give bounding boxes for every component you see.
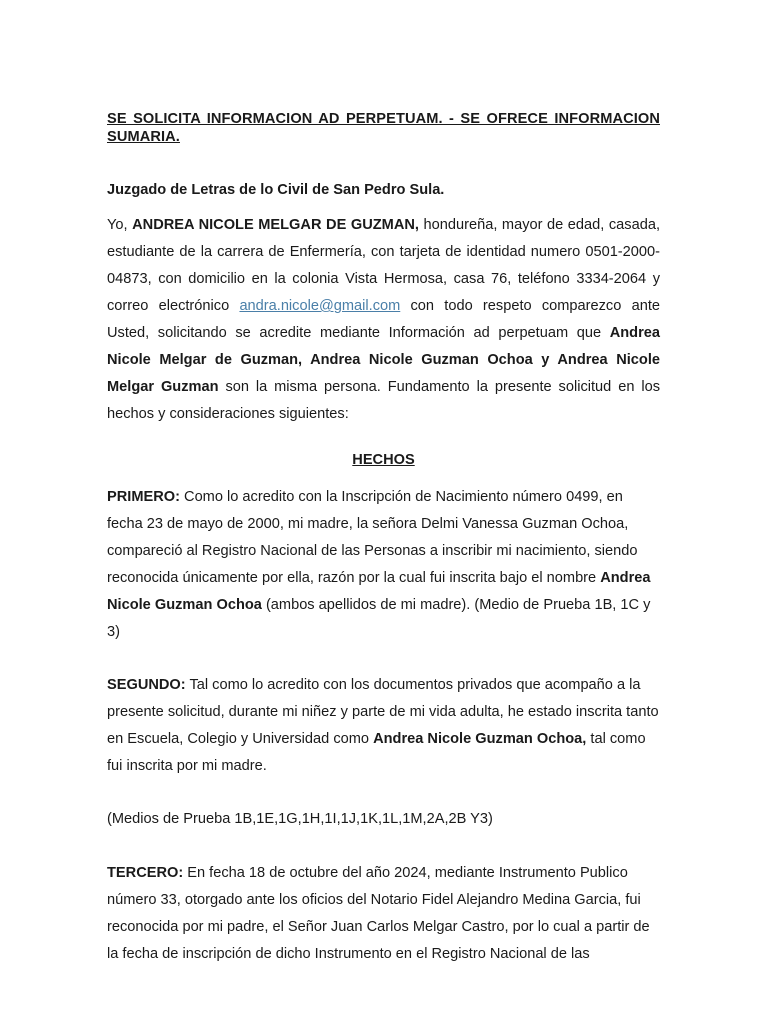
segundo-paragraph	[107, 672, 660, 780]
hechos-heading: HECHOS	[352, 452, 415, 468]
segundo-text-2: tal como fui inscrita por mi madre.	[107, 731, 646, 774]
tercero-text-1: En fecha 18 de octubre del año 2024, mediante Instrumento Publico número 33, otorgado ante los oficios del Notario Fidel Alejandro Medina Garcia, fui reconocida por mi padre, el Señor Juan Carlos Melgar Castro, por lo cual a partir de la fecha de inscripción de dicho Instrumento en el Registro Nacional de las	[107, 865, 650, 962]
petitioner-name: ANDREA NICOLE MELGAR DE GUZMAN,	[132, 217, 419, 233]
segundo-name: Andrea Nicole Guzman Ochoa,	[373, 731, 587, 747]
primero-text-2: (ambos apellidos de mi madre). (Medio de Prueba 1B, 1C y 3)	[107, 597, 651, 640]
primero-label: PRIMERO:	[107, 489, 180, 505]
segundo-label: SEGUNDO:	[107, 677, 186, 693]
primero-text-1: Como lo acredito con la Inscripción de Nacimiento número 0499, en fecha 23 de mayo de 2000, mi madre, la señora Delmi Vanessa Guzman Ochoa, compareció al Registro Nacional de las Personas a inscribir mi nacimiento, siendo reconocida únicamente por ella, razón por la cual fui inscrita bajo el nombre	[107, 489, 638, 586]
document-title: SE SOLICITA INFORMACION AD PERPETUAM. - SE OFRECE INFORMACION SUMARIA.	[107, 111, 660, 145]
email-link[interactable]: andra.nicole@gmail.com	[239, 298, 401, 314]
primero-paragraph	[107, 484, 660, 646]
names-list: Andrea Nicole Melgar de Guzman, Andrea Nicole Guzman Ochoa y Andrea Nicole Melgar Guzman	[107, 325, 660, 395]
intro-text-3: con todo respeto comparezco ante Usted, solicitando se acredite mediante Información ad perpetuam que	[107, 298, 660, 341]
intro-text-4: son la misma persona. Fundamento la presente solicitud en los hechos y consideraciones siguientes:	[107, 379, 660, 422]
court-name: Juzgado de Letras de lo Civil de San Pedro Sula.	[107, 182, 445, 198]
segundo-text-1: Tal como lo acredito con los documentos privados que acompaño a la presente solicitud, durante mi niñez y parte de mi vida adulta, he estado inscrita tanto en Escuela, Colegio y Universidad como	[107, 677, 659, 747]
intro-text-1: Yo,	[107, 217, 133, 233]
tercero-label: TERCERO:	[107, 865, 184, 881]
primero-name: Andrea Nicole Guzman Ochoa	[107, 570, 651, 613]
medios-prueba-line: (Medios de Prueba 1B,1E,1G,1H,1I,1J,1K,1L,1M,2A,2B Y3)	[107, 811, 493, 827]
tercero-paragraph	[107, 860, 660, 968]
intro-text-2: hondureña, mayor de edad, casada, estudiante de la carrera de Enfermería, con tarjeta de identidad numero 0501-2000-04873, con domicilio en la colonia Vista Hermosa, casa 76, teléfono 3334-2064 y correo electrónico	[107, 217, 660, 314]
document-page	[107, 110, 660, 962]
intro-paragraph	[107, 212, 660, 428]
